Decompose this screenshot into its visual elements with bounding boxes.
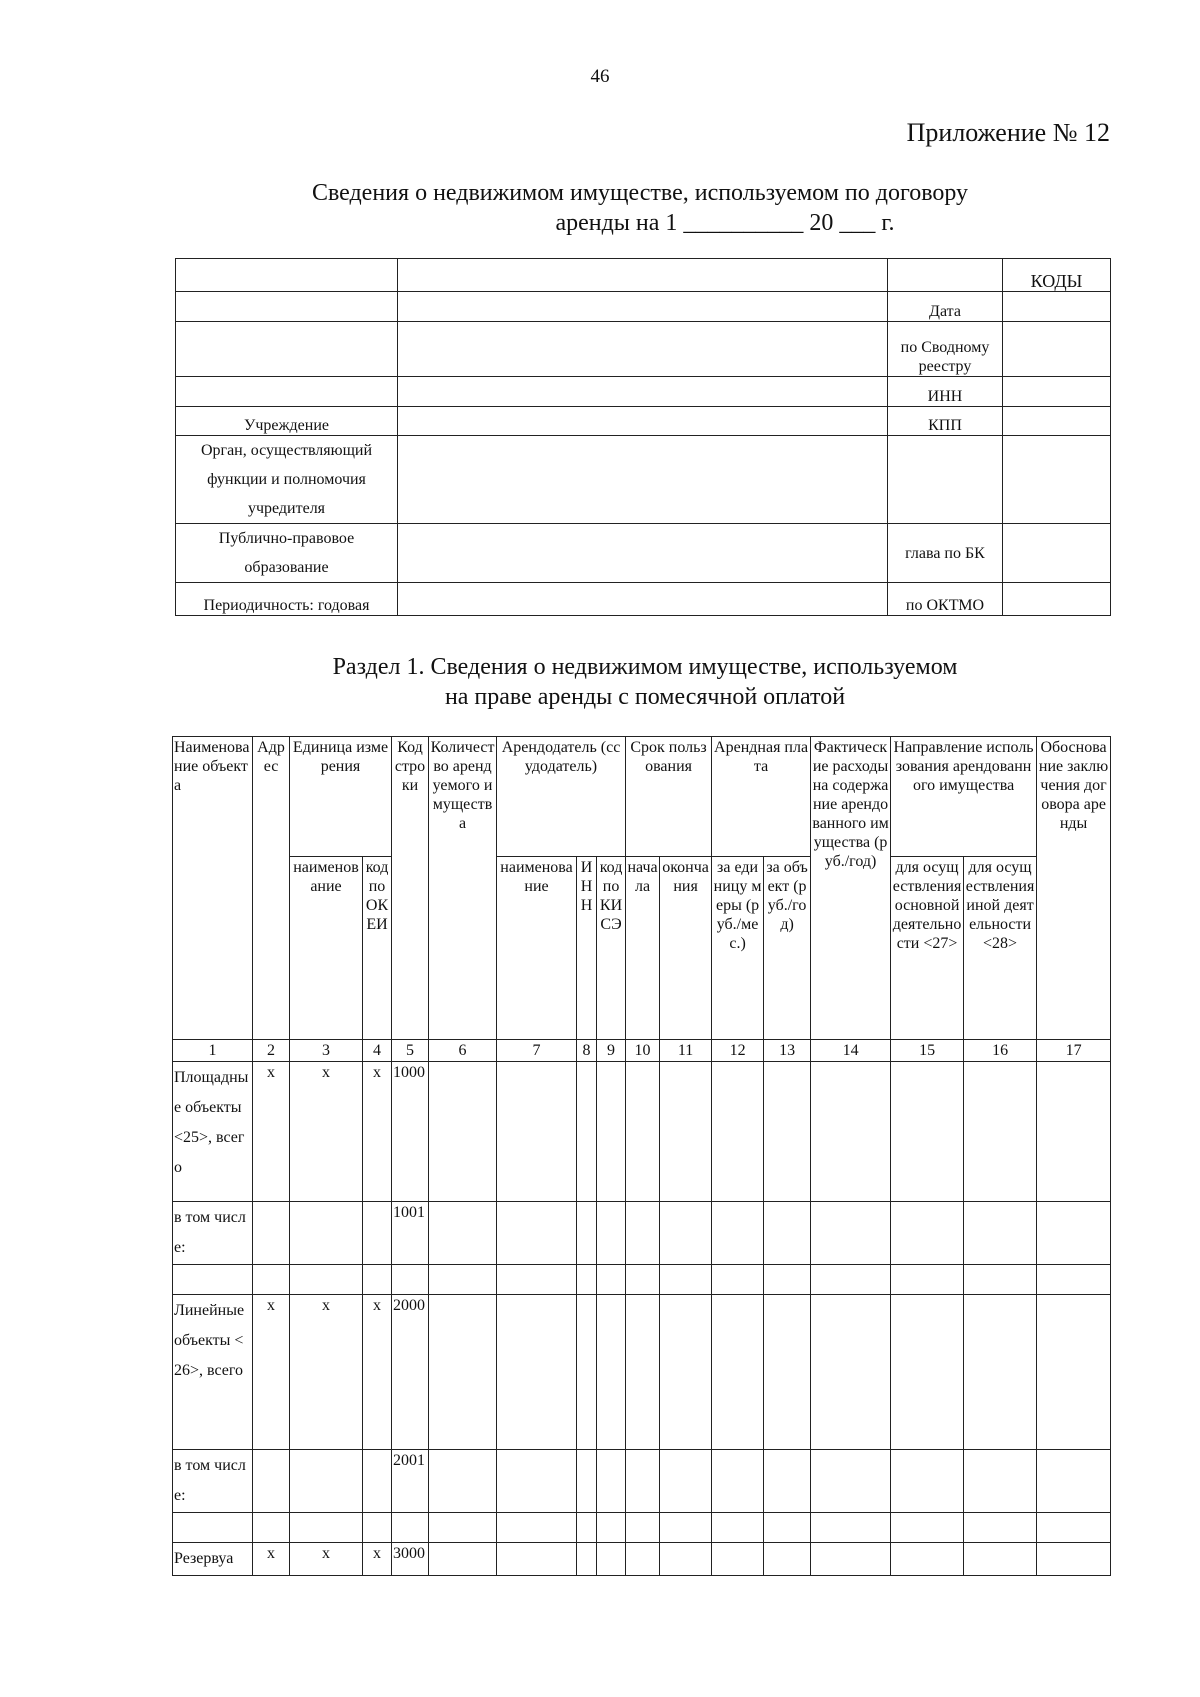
empty-cell [811, 1450, 891, 1513]
col-header-row-code: Код строки [392, 737, 429, 1040]
col-header-rent-per-unit: за единицу меры (руб./мес.) [712, 857, 764, 1040]
institution-label: Учреждение [176, 407, 398, 436]
empty-cell [712, 1202, 764, 1265]
empty-cell [1037, 1265, 1111, 1295]
empty-cell [964, 1543, 1037, 1576]
row-code-cell: 2000 [392, 1295, 429, 1450]
periodicity-value [398, 583, 888, 616]
empty-cell [712, 1265, 764, 1295]
header-cell [176, 322, 398, 377]
header-cell [176, 377, 398, 407]
col-header-rent-per-object: за объект (руб./год) [764, 857, 811, 1040]
empty-cell [597, 1295, 626, 1450]
empty-cell [1037, 1295, 1111, 1450]
kpp-label: КПП [888, 407, 1003, 436]
empty-cell [626, 1513, 660, 1543]
table-row [173, 1202, 1111, 1265]
row-code-cell: 1000 [392, 1062, 429, 1202]
empty-cell [497, 1295, 577, 1450]
empty-cell [964, 1513, 1037, 1543]
column-number: 9 [597, 1040, 626, 1062]
empty-cell [429, 1295, 497, 1450]
registry-code-cell [1003, 322, 1111, 377]
empty-cell [626, 1062, 660, 1202]
empty-cell [626, 1265, 660, 1295]
header-form-table [175, 258, 1111, 616]
appendix-label: Приложение № 12 [906, 118, 1110, 147]
empty-cell [712, 1513, 764, 1543]
col-header-unit-name: наименование [290, 857, 363, 1040]
empty-cell [577, 1543, 597, 1576]
address-cell [253, 1450, 290, 1513]
row-label [173, 1265, 253, 1295]
col-header-direction-main: для осуществления основной деятельности <27> [891, 857, 964, 1040]
unit-name-cell [290, 1513, 363, 1543]
empty-cell [811, 1265, 891, 1295]
header-cell [398, 322, 888, 377]
empty-cell [597, 1543, 626, 1576]
empty-cell [811, 1513, 891, 1543]
empty-cell [764, 1450, 811, 1513]
empty-cell [764, 1543, 811, 1576]
address-cell: x [253, 1295, 290, 1450]
registry-label: по Сводному реестру [888, 322, 1003, 377]
row-label: Площадные объекты <25>, всего [173, 1062, 253, 1202]
empty-cell [597, 1265, 626, 1295]
bk-label: глава по БК [888, 524, 1003, 583]
empty-cell [891, 1543, 964, 1576]
empty-cell [497, 1202, 577, 1265]
header-cell [176, 292, 398, 322]
column-number: 17 [1037, 1040, 1111, 1062]
empty-cell [1037, 1450, 1111, 1513]
address-cell: x [253, 1062, 290, 1202]
empty-cell [597, 1062, 626, 1202]
bk-code-cell [1003, 524, 1111, 583]
empty-cell [660, 1265, 712, 1295]
empty-cell [429, 1062, 497, 1202]
row-code-cell [392, 1265, 429, 1295]
date-code-cell [1003, 292, 1111, 322]
empty-cell [891, 1450, 964, 1513]
empty-cell [429, 1543, 497, 1576]
row-label: в том числе: [173, 1450, 253, 1513]
document-title [300, 178, 980, 238]
address-cell [253, 1265, 290, 1295]
header-cell [398, 292, 888, 322]
unit-name-cell: x [290, 1062, 363, 1202]
section-title [0, 652, 1200, 712]
empty-cell [1037, 1543, 1111, 1576]
oktmo-label: по ОКТМО [888, 583, 1003, 616]
kpp-code-cell [1003, 407, 1111, 436]
column-number: 12 [712, 1040, 764, 1062]
institution-value [398, 407, 888, 436]
document-title-line2: аренды на 1 __________ 20 ___ г. [555, 210, 895, 236]
empty-cell [764, 1062, 811, 1202]
founder-code-cell [1003, 436, 1111, 524]
col-header-lessor: Арендодатель (ссудодатель) [497, 737, 626, 857]
empty-cell [429, 1202, 497, 1265]
okei-cell: x [363, 1295, 392, 1450]
empty-cell [891, 1513, 964, 1543]
section-title-line1: Раздел 1. Сведения о недвижимом имуществе, используемом [332, 654, 958, 680]
header-cell [398, 259, 888, 292]
col-header-actual-expenses: Фактические расходы на содержание арендованного имущества (руб./год) [811, 737, 891, 1040]
unit-name-cell [290, 1450, 363, 1513]
empty-cell [577, 1265, 597, 1295]
column-number: 8 [577, 1040, 597, 1062]
empty-cell [712, 1062, 764, 1202]
row-code-cell: 2001 [392, 1450, 429, 1513]
address-cell: x [253, 1543, 290, 1576]
empty-cell [660, 1450, 712, 1513]
col-header-lessor-inn: ИНН [577, 857, 597, 1040]
empty-cell [660, 1543, 712, 1576]
address-cell [253, 1513, 290, 1543]
column-number: 3 [290, 1040, 363, 1062]
empty-cell [1037, 1513, 1111, 1543]
column-number: 15 [891, 1040, 964, 1062]
table-row [173, 1450, 1111, 1513]
empty-cell [891, 1062, 964, 1202]
column-number: 13 [764, 1040, 811, 1062]
col-header-name: Наименование объекта [173, 737, 253, 1040]
table-row [173, 1513, 1111, 1543]
empty-cell [577, 1062, 597, 1202]
unit-name-cell [290, 1265, 363, 1295]
empty-cell [712, 1295, 764, 1450]
date-label: Дата [888, 292, 1003, 322]
empty-cell [497, 1543, 577, 1576]
periodicity-label: Периодичность: годовая [176, 583, 398, 616]
empty-cell [660, 1295, 712, 1450]
empty-cell [964, 1295, 1037, 1450]
empty-cell [764, 1202, 811, 1265]
empty-cell [429, 1265, 497, 1295]
document-title-line1: Сведения о недвижимом имуществе, используемом по договору [311, 180, 969, 206]
empty-cell [577, 1202, 597, 1265]
empty-cell [764, 1513, 811, 1543]
row-code-cell: 1001 [392, 1202, 429, 1265]
unit-name-cell [290, 1202, 363, 1265]
empty-cell [964, 1450, 1037, 1513]
column-number: 5 [392, 1040, 429, 1062]
column-number: 1 [173, 1040, 253, 1062]
section-title-line2: на праве аренды с помесячной оплатой [444, 684, 846, 710]
empty-cell [597, 1513, 626, 1543]
row-label: Резервуа [173, 1543, 253, 1576]
empty-cell [891, 1295, 964, 1450]
row-code-cell [392, 1513, 429, 1543]
empty-cell [626, 1202, 660, 1265]
empty-cell [891, 1202, 964, 1265]
empty-cell [964, 1265, 1037, 1295]
table-row [173, 1543, 1111, 1576]
table-row [173, 1295, 1111, 1450]
empty-cell [497, 1062, 577, 1202]
unit-name-cell: x [290, 1295, 363, 1450]
founder-value [398, 436, 888, 524]
empty-cell [577, 1450, 597, 1513]
col-header-unit: Единица измерения [290, 737, 392, 857]
header-cell [176, 259, 398, 292]
empty-cell [577, 1295, 597, 1450]
empty-cell [497, 1265, 577, 1295]
empty-cell [811, 1062, 891, 1202]
col-header-address: Адрес [253, 737, 290, 1040]
column-number: 7 [497, 1040, 577, 1062]
empty-cell [764, 1295, 811, 1450]
empty-cell [712, 1450, 764, 1513]
column-number: 2 [253, 1040, 290, 1062]
empty-cell [1037, 1062, 1111, 1202]
empty-cell [712, 1543, 764, 1576]
empty-cell [811, 1202, 891, 1265]
empty-cell [811, 1295, 891, 1450]
empty-cell [811, 1543, 891, 1576]
col-header-lessor-kise: код по КИСЭ [597, 857, 626, 1040]
empty-cell [891, 1265, 964, 1295]
inn-code-cell [1003, 377, 1111, 407]
empty-cell [626, 1295, 660, 1450]
empty-cell [429, 1450, 497, 1513]
okei-cell: x [363, 1543, 392, 1576]
column-numbers-row [173, 1040, 1111, 1062]
okei-cell [363, 1450, 392, 1513]
empty-cell [764, 1265, 811, 1295]
codes-header: КОДЫ [1003, 259, 1111, 292]
col-header-rent: Арендная плата [712, 737, 811, 857]
column-number: 14 [811, 1040, 891, 1062]
column-number: 16 [964, 1040, 1037, 1062]
col-header-quantity: Количество арендуемого имущества [429, 737, 497, 1040]
unit-name-cell: x [290, 1543, 363, 1576]
address-cell [253, 1202, 290, 1265]
empty-cell [626, 1543, 660, 1576]
row-label: Линейные объекты <26>, всего [173, 1295, 253, 1450]
okei-cell [363, 1202, 392, 1265]
col-header-direction-other: для осуществления иной деятельности <28> [964, 857, 1037, 1040]
column-number: 6 [429, 1040, 497, 1062]
okei-cell: x [363, 1062, 392, 1202]
col-header-unit-okei: код по ОКЕИ [363, 857, 392, 1040]
empty-cell [1037, 1202, 1111, 1265]
oktmo-code-cell [1003, 583, 1111, 616]
row-code-cell: 3000 [392, 1543, 429, 1576]
empty-cell [597, 1450, 626, 1513]
empty-cell [429, 1513, 497, 1543]
header-cell [888, 259, 1003, 292]
empty-cell [597, 1202, 626, 1265]
col-header-term: Срок пользования [626, 737, 712, 857]
table-row [173, 1062, 1111, 1202]
col-header-direction: Направление использования арендованного имущества [891, 737, 1037, 857]
col-header-term-start: начала [626, 857, 660, 1040]
empty-cell [660, 1513, 712, 1543]
okei-cell [363, 1513, 392, 1543]
empty-cell [964, 1062, 1037, 1202]
col-header-justification: Обоснование заключения договора аренды [1037, 737, 1111, 1040]
empty-cell [660, 1062, 712, 1202]
founder-code-label [888, 436, 1003, 524]
empty-cell [497, 1513, 577, 1543]
empty-cell [660, 1202, 712, 1265]
row-label: в том числе: [173, 1202, 253, 1265]
public-entity-value [398, 524, 888, 583]
empty-cell [577, 1513, 597, 1543]
inn-label: ИНН [888, 377, 1003, 407]
okei-cell [363, 1265, 392, 1295]
column-number: 4 [363, 1040, 392, 1062]
empty-cell [964, 1202, 1037, 1265]
header-cell [398, 377, 888, 407]
column-number: 10 [626, 1040, 660, 1062]
property-table [172, 736, 1111, 1576]
row-label [173, 1513, 253, 1543]
public-entity-label: Публично-правовое образование [176, 524, 398, 583]
founder-label: Орган, осуществляющий функции и полномочия учредителя [176, 436, 398, 524]
col-header-lessor-name: наименование [497, 857, 577, 1040]
empty-cell [626, 1450, 660, 1513]
data-rows [173, 1062, 1111, 1576]
page-number: 46 [590, 66, 610, 87]
empty-cell [497, 1450, 577, 1513]
col-header-term-end: окончания [660, 857, 712, 1040]
column-number: 11 [660, 1040, 712, 1062]
table-row [173, 1265, 1111, 1295]
